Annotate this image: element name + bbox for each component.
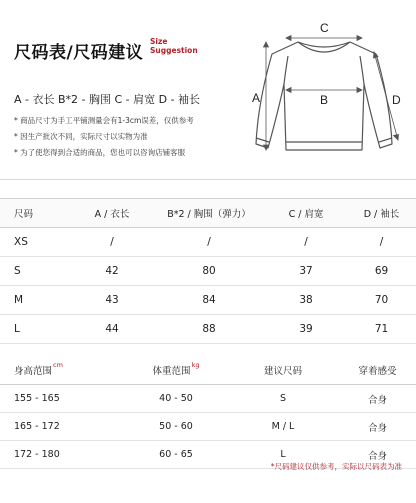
shoulder-cell: /: [265, 228, 347, 257]
header-d: D / 袖长: [347, 199, 416, 228]
fit-table: [0, 356, 416, 469]
weight-cell: 50 - 60: [125, 413, 227, 441]
header-height-label: 身高范围: [14, 366, 53, 377]
note-3: * 为了使您得到合适的商品，您也可以咨询店铺客服: [14, 148, 186, 157]
fit-cell: 合身: [339, 413, 416, 441]
length-cell: /: [71, 228, 153, 257]
size-cell: L: [0, 315, 71, 344]
shoulder-cell: 38: [265, 286, 347, 315]
sweater-cuff-left: [256, 138, 269, 142]
label-c: C: [320, 21, 329, 35]
note-2: * 因生产批次不同，实际尺寸以实物为准: [14, 132, 148, 141]
height-cell: 165 - 172: [0, 413, 125, 441]
size-cell: S: [227, 385, 339, 413]
length-cell: 42: [71, 257, 153, 286]
sleeve-cell: 71: [347, 315, 416, 344]
footnote: *尺码建议仅供参考，实际以尺码表为准: [270, 462, 402, 471]
chest-cell: 88: [153, 315, 265, 344]
table-row: [0, 257, 416, 286]
table-row: [0, 315, 416, 344]
sweater-cuff-right: [379, 138, 392, 142]
shoulder-cell: 39: [265, 315, 347, 344]
size-table: [0, 198, 416, 344]
weight-cell: 40 - 50: [125, 385, 227, 413]
header-size: 建议尺码: [227, 356, 339, 385]
label-b: B: [320, 93, 329, 107]
header-c: C / 肩宽: [265, 199, 347, 228]
table-row: [0, 413, 416, 441]
header-size: 尺码: [0, 199, 71, 228]
note-1: * 商品尺寸为手工平铺测量会有1-3cm误差，仅供参考: [14, 116, 194, 125]
weight-cell: 60 - 65: [125, 441, 227, 469]
shoulder-cell: 37: [265, 257, 347, 286]
length-cell: 43: [71, 286, 153, 315]
chest-cell: /: [153, 228, 265, 257]
table-row: [0, 228, 416, 257]
height-cell: 172 - 180: [0, 441, 125, 469]
height-cell: 155 - 165: [0, 385, 125, 413]
header-weight-label: 体重范围: [152, 366, 191, 377]
header-a: A / 衣长: [71, 199, 153, 228]
sleeve-cell: /: [347, 228, 416, 257]
page-title: 尺码表/尺码建议: [14, 43, 144, 63]
subtitle-line-2: Suggestion: [150, 46, 198, 55]
fit-table-header: [0, 356, 416, 385]
header-fit: 穿着感受: [339, 356, 416, 385]
header-height: [0, 356, 125, 385]
size-cell: M: [0, 286, 71, 315]
sleeve-cell: 70: [347, 286, 416, 315]
chest-cell: 80: [153, 257, 265, 286]
size-cell: S: [0, 257, 71, 286]
size-cell: XS: [0, 228, 71, 257]
sweater-diagram: [240, 12, 408, 172]
size-table-header: [0, 199, 416, 228]
subtitle-line-1: Size: [150, 37, 168, 46]
table-row: [0, 286, 416, 315]
label-a: A: [252, 91, 261, 105]
length-cell: 44: [71, 315, 153, 344]
section-divider: [0, 179, 416, 180]
page-subtitle: [150, 37, 198, 55]
fit-cell: 合身: [339, 441, 416, 469]
label-d: D: [392, 93, 401, 107]
size-cell: L: [227, 441, 339, 469]
header-height-unit: cm: [53, 361, 63, 369]
header-weight-unit: kg: [191, 361, 200, 369]
chest-cell: 84: [153, 286, 265, 315]
size-cell: M / L: [227, 413, 339, 441]
header-weight: [125, 356, 227, 385]
table-row: [0, 385, 416, 413]
fit-cell: 合身: [339, 385, 416, 413]
sleeve-cell: 69: [347, 257, 416, 286]
measurement-legend: A - 衣长 B*2 - 胸围 C - 肩宽 D - 袖长: [14, 93, 201, 106]
header-b: B*2 / 胸围（弹力）: [153, 199, 265, 228]
